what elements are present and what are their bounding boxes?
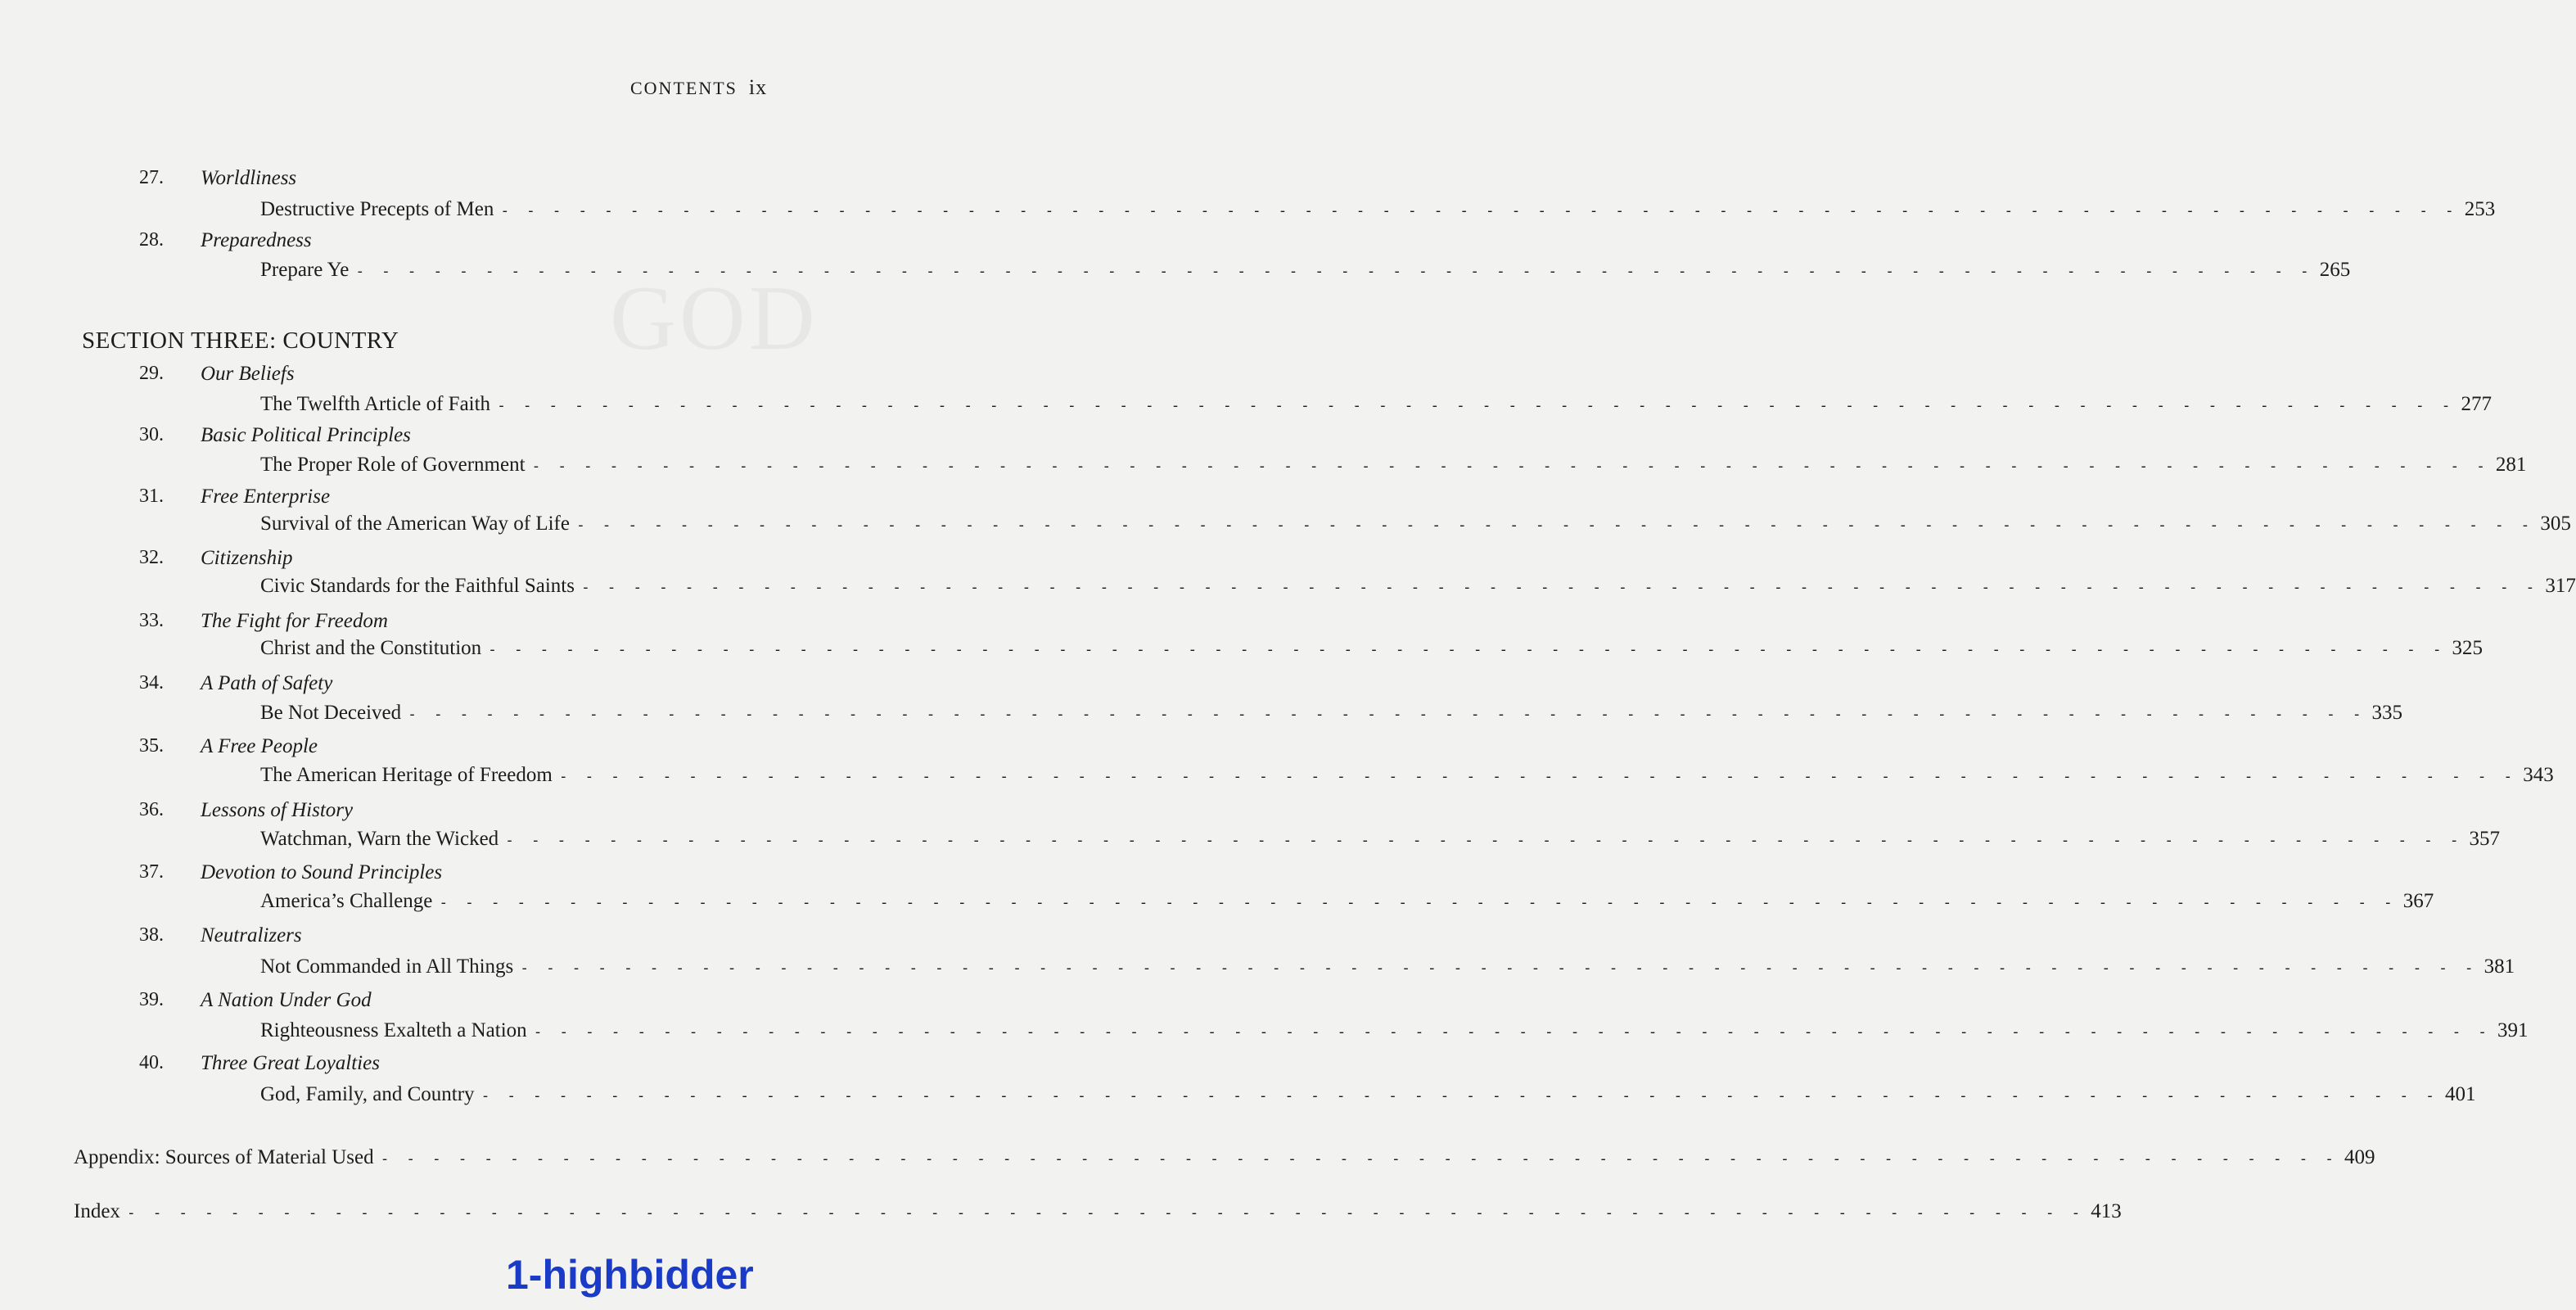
chapter-heading: A Free People [201,735,318,757]
chapter-number: 27. [139,167,164,188]
chapter-number: 30. [139,424,164,445]
page-number: 277 [2461,393,2492,415]
chapter-heading: Worldliness [201,167,297,189]
dot-leader: - - - - - - - - - - - - - - - - - - - - - - - - - - - - - - - - - - - - - - - - - - - - - - - - - - - - - - - - - - - - - - - - - - - - - - - - - - - - [580,579,2539,596]
chapter-heading: The Fight for Freedom [201,610,388,632]
running-head-label: CONTENTS [630,78,738,98]
page-folio: ix [748,75,768,99]
entry-title: Appendix: Sources of Material Used [74,1146,374,1168]
chapter-number: 31. [139,486,164,507]
section-heading: SECTION THREE: COUNTRY [82,328,399,354]
page-number: 381 [2484,955,2515,978]
show-through-text [610,266,819,372]
dot-leader: - - - - - - - - - - - - - - - - - - - - - - - - - - - - - - - - - - - - - - - - - - - - - - - - - - - - - - - - - - - - - - - - - - - - - - - - - - - - [520,960,2478,977]
entry-title: Destructive Precepts of Men [260,198,494,220]
page-number: 325 [2452,637,2484,659]
page-number: 367 [2402,890,2434,912]
entry-title: The American Heritage of Freedom [260,764,553,786]
chapter-number: 39. [139,989,164,1010]
dot-leader: - - - - - - - - - - - - - - - - - - - - - - - - - - - - - - - - - - - - - - - - - - - - - - - - - - - - - - - - - - - - - - - - - - - - - - - - - - - - [488,641,2446,658]
toc-entry[interactable] [260,513,2571,535]
chapter-heading: Our Beliefs [201,363,295,385]
appendix-entry[interactable] [74,1146,2375,1169]
entry-title: America’s Challenge [260,890,433,912]
dot-leader: - - - - - - - - - - - - - - - - - - - - - - - - - - - - - - - - - - - - - - - - - - - - - - - - - - - - - - - - - - - - - - - - - - - - - - - - - - - - [558,768,2517,785]
dot-leader: - - - - - - - - - - - - - - - - - - - - - - - - - - - - - - - - - - - - - - - - - - - - - - - - - - - - - - - - - - - - - - - - - - - - - - - - - - - - [575,517,2534,534]
chapter-heading: Citizenship [201,547,293,569]
page-number: 305 [2540,513,2571,535]
entry-title: Civic Standards for the Faithful Saints [260,575,575,597]
entry-title: Christ and the Constitution [260,637,482,659]
chapter-number: 32. [139,547,164,568]
chapter-heading: Preparedness [201,229,312,251]
toc-entry[interactable] [260,637,2484,660]
chapter-number: 40. [139,1052,164,1073]
chapter-heading: A Nation Under God [201,989,372,1011]
dot-leader: - - - - - - - - - - - - - - - - - - - - - - - - - - - - - - - - - - - - - - - - - - - - - - - - - - - - - - - - - - - - - - - - - - - - - - - - - - - - [505,832,2463,849]
toc-entry[interactable] [260,1083,2476,1106]
entry-title: The Proper Role of Government [260,454,526,476]
page-number: 343 [2523,764,2554,786]
page-number: 265 [2319,259,2351,281]
chapter-heading: Basic Political Principles [201,424,411,446]
toc-entry[interactable] [260,890,2434,913]
chapter-number: 28. [139,229,164,251]
chapter-heading: Neutralizers [201,924,302,946]
entry-title: Watchman, Warn the Wicked [260,828,499,850]
toc-entry[interactable] [260,259,2351,282]
chapter-heading: Three Great Loyalties [201,1052,380,1074]
toc-entry[interactable] [260,955,2515,978]
chapter-number: 37. [139,861,164,883]
toc-entry[interactable] [260,198,2496,221]
toc-entry[interactable] [260,764,2554,787]
entry-title: Index [74,1200,120,1222]
chapter-number: 29. [139,363,164,384]
dot-leader: - - - - - - - - - - - - - - - - - - - - - - - - - - - - - - - - - - - - - - - - - - - - - - - - - - - - - - - - - - - - - - - - - - - - - - - - - - - - [500,202,2458,219]
entry-title: Righteousness Exalteth a Nation [260,1019,527,1041]
page-number: 391 [2497,1019,2529,1041]
page-number: 281 [2495,454,2527,476]
dot-leader: - - - - - - - - - - - - - - - - - - - - - - - - - - - - - - - - - - - - - - - - - - - - - - - - - - - - - - - - - - - - - - - - - - - - - - - - - - - - [355,263,2313,280]
dot-leader: - - - - - - - - - - - - - - - - - - - - - - - - - - - - - - - - - - - - - - - - - - - - - - - - - - - - - - - - - - - - - - - - - - - - - - - - - - - - [533,1023,2492,1041]
chapter-heading: A Path of Safety [201,672,333,694]
page-number: 357 [2469,828,2501,850]
toc-entry[interactable] [260,454,2527,477]
entry-title: Prepare Ye [260,259,350,281]
chapter-heading: Devotion to Sound Principles [201,861,443,883]
toc-entry[interactable] [260,702,2403,725]
chapter-number: 36. [139,799,164,820]
chapter-heading: Lessons of History [201,799,354,821]
page-number: 409 [2344,1146,2375,1168]
chapter-heading: Free Enterprise [201,486,331,508]
index-entry[interactable] [74,1200,2122,1223]
seller-watermark: 1-highbidder [506,1252,754,1298]
dot-leader: - - - - - - - - - - - - - - - - - - - - - - - - - - - - - - - - - - - - - - - - - - - - - - - - - - - - - - - - - - - - - - - - - - - - - - - - - - - - [126,1204,2085,1222]
chapter-number: 35. [139,735,164,757]
chapter-number: 33. [139,610,164,631]
dot-leader: - - - - - - - - - - - - - - - - - - - - - - - - - - - - - - - - - - - - - - - - - - - - - - - - - - - - - - - - - - - - - - - - - - - - - - - - - - - - [480,1087,2438,1104]
entry-title: Be Not Deceived [260,702,402,724]
page-number: 401 [2444,1083,2476,1105]
dot-leader: - - - - - - - - - - - - - - - - - - - - - - - - - - - - - - - - - - - - - - - - - - - - - - - - - - - - - - - - - - - - - - - - - - - - - - - - - - - - [531,458,2489,475]
dot-leader: - - - - - - - - - - - - - - - - - - - - - - - - - - - - - - - - - - - - - - - - - - - - - - - - - - - - - - - - - - - - - - - - - - - - - - - - - - - - [408,706,2366,723]
chapter-number: 38. [139,924,164,946]
page-number: 253 [2464,198,2496,220]
entry-title: Not Commanded in All Things [260,955,514,978]
toc-entry[interactable] [260,393,2492,416]
toc-entry[interactable] [260,828,2501,851]
page-number: 317 [2545,575,2576,597]
dot-leader: - - - - - - - - - - - - - - - - - - - - - - - - - - - - - - - - - - - - - - - - - - - - - - - - - - - - - - - - - - - - - - - - - - - - - - - - - - - - [380,1150,2338,1168]
entry-title: Survival of the American Way of Life [260,513,570,535]
dot-leader: - - - - - - - - - - - - - - - - - - - - - - - - - - - - - - - - - - - - - - - - - - - - - - - - - - - - - - - - - - - - - - - - - - - - - - - - - - - - [497,397,2455,414]
entry-title: The Twelfth Article of Faith [260,393,491,415]
page-number: 335 [2371,702,2403,724]
page-number: 413 [2091,1200,2122,1222]
running-head [630,75,767,100]
chapter-number: 34. [139,672,164,693]
toc-entry[interactable] [260,1019,2529,1042]
entry-title: God, Family, and Country [260,1083,475,1105]
dot-leader: - - - - - - - - - - - - - - - - - - - - - - - - - - - - - - - - - - - - - - - - - - - - - - - - - - - - - - - - - - - - - - - - - - - - - - - - - - - - [439,894,2397,911]
toc-entry[interactable] [260,575,2576,598]
